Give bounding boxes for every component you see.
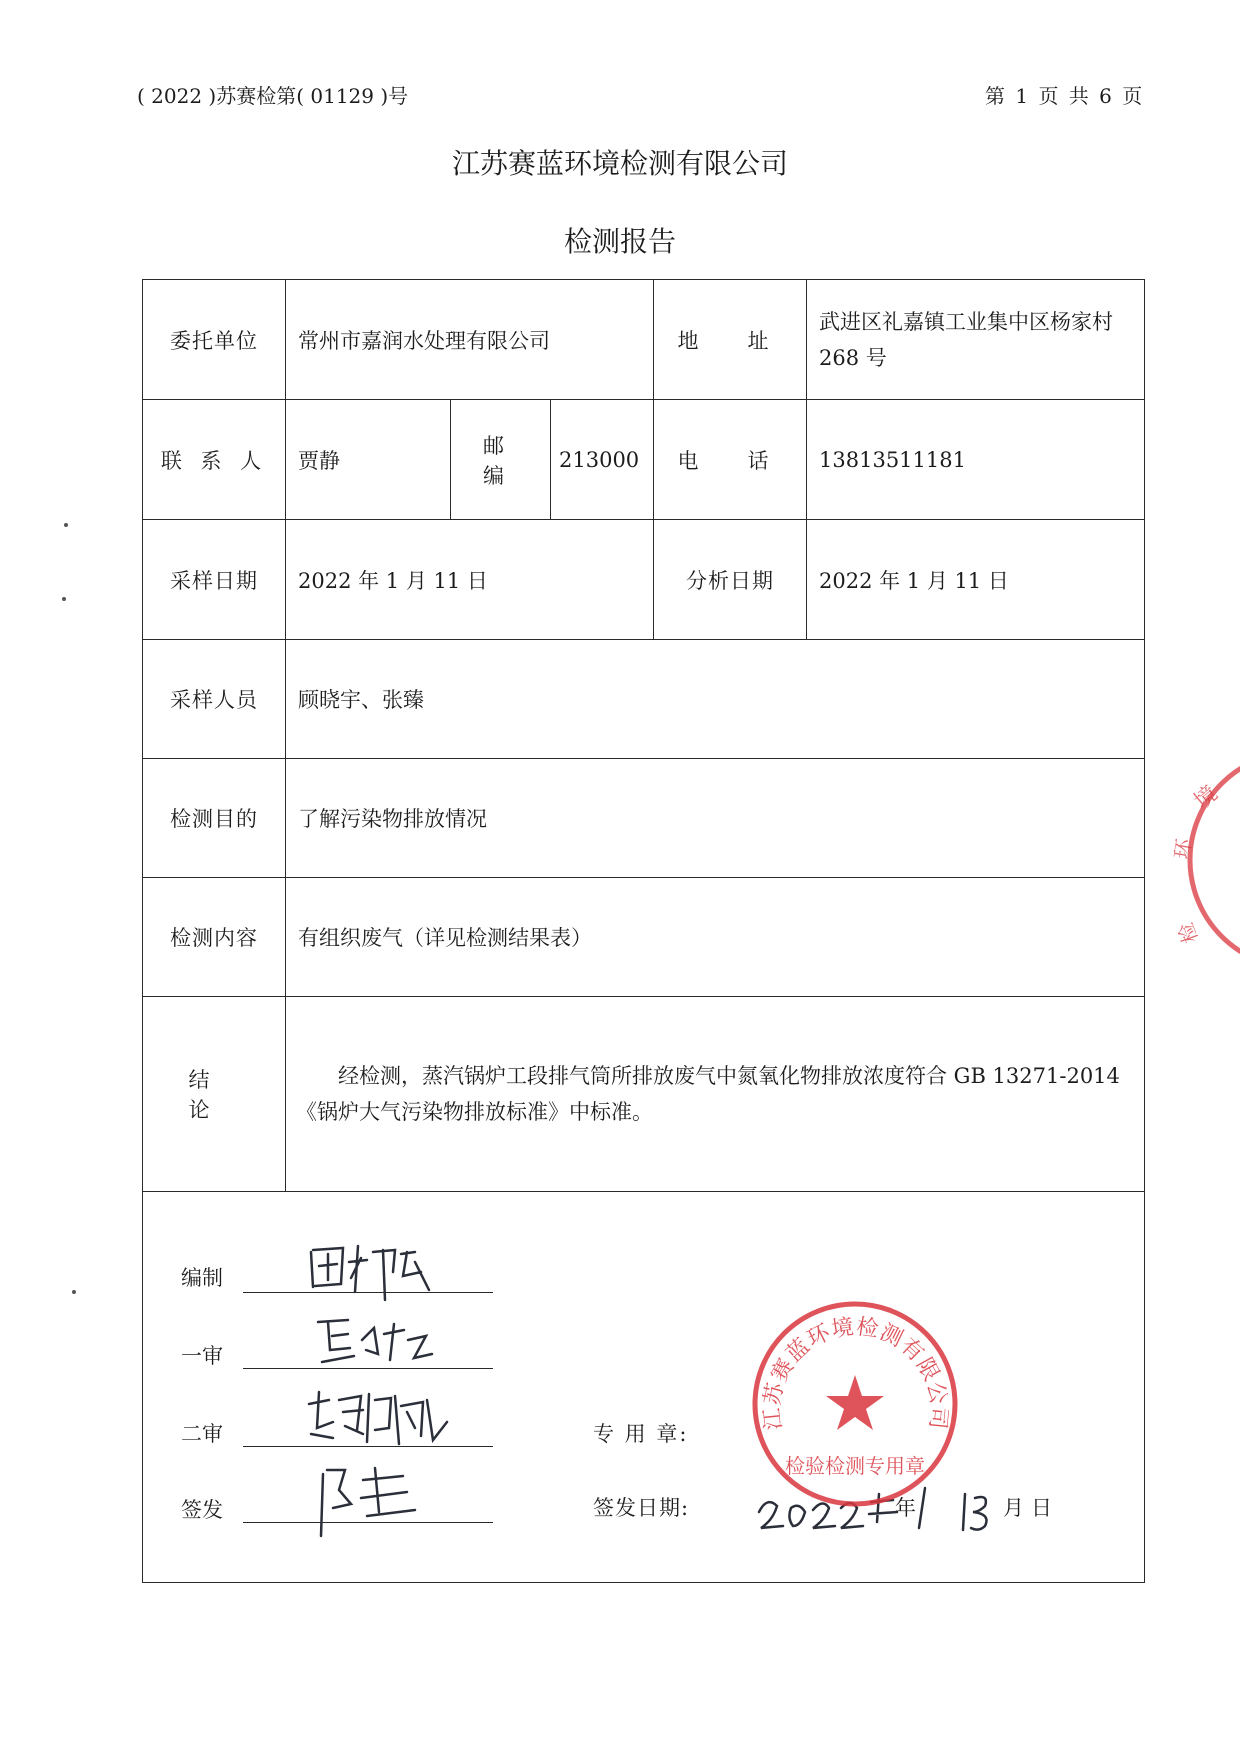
- content-value: 有组织废气（详见检测结果表）: [286, 878, 1145, 997]
- seal-star-icon: [826, 1375, 884, 1430]
- analysis-date-label: 分析日期: [654, 520, 807, 640]
- sampling-date-label: 采样日期: [143, 520, 286, 640]
- contact-row: [143, 400, 1145, 520]
- phone-label: 电 话: [654, 400, 807, 520]
- date-day-glyph: 日: [1031, 1496, 1052, 1520]
- scan-speck: [72, 1290, 76, 1294]
- signature-row: [143, 1192, 1145, 1583]
- content-row: [143, 878, 1145, 997]
- client-value: 常州市嘉润水处理有限公司: [286, 280, 654, 400]
- analysis-date-value: 2022 年 1 月 11 日: [807, 520, 1145, 640]
- purpose-row: [143, 759, 1145, 878]
- date-row: [143, 520, 1145, 640]
- svg-text:检: 检: [1173, 919, 1203, 947]
- svg-text:境: 境: [1189, 781, 1223, 815]
- company-name: 江苏赛蓝环境检测有限公司: [451, 147, 788, 180]
- second-review-signature: [303, 1382, 453, 1462]
- prepared-signature: [303, 1232, 443, 1307]
- scan-speck: [62, 597, 66, 601]
- svg-text:环: 环: [1169, 837, 1197, 861]
- second-review-label: 二审: [181, 1422, 223, 1446]
- issued-label: 签发: [181, 1498, 223, 1522]
- conclusion-value: 经检测，蒸汽锅炉工段排气筒所排放废气中氮氧化物排放浓度符合 GB 13271-2014《锅炉大气污染物排放标准》中标准。: [286, 997, 1145, 1192]
- samplers-row: [143, 640, 1145, 759]
- client-row: [143, 280, 1145, 400]
- side-seal-partial: [1169, 740, 1240, 980]
- issued-signature: [303, 1460, 433, 1540]
- seal-text-top: 江苏赛蓝环境检测有限公司: [759, 1314, 952, 1432]
- issue-date-label: 签发日期:: [593, 1496, 690, 1520]
- purpose-label: 检测目的: [143, 759, 286, 878]
- phone-value: 13813511181: [807, 400, 1145, 520]
- seal-label: 专 用 章:: [593, 1422, 689, 1446]
- page-info: 第 1 页 共 6 页: [985, 84, 1145, 108]
- postcode-label: 邮 编: [451, 400, 551, 520]
- contact-value: 贾静: [286, 400, 451, 520]
- contact-label: 联 系 人: [143, 400, 286, 520]
- address-label: 地 址: [654, 280, 807, 400]
- client-label: 委托单位: [143, 280, 286, 400]
- report-info-table: [142, 279, 1145, 1583]
- document-title: 检测报告: [563, 225, 676, 258]
- date-month-glyph: 月: [1003, 1496, 1024, 1520]
- samplers-label: 采样人员: [143, 640, 286, 759]
- samplers-value: 顾晓宇、张臻: [286, 640, 1145, 759]
- report-number: ( 2022 )苏赛检第( 01129 )号: [137, 84, 409, 108]
- prepared-label: 编制: [181, 1266, 223, 1290]
- scan-speck: [64, 523, 68, 527]
- first-review-signature: [308, 1310, 438, 1375]
- conclusion-label: 结 论: [143, 997, 286, 1192]
- first-review-label: 一审: [181, 1344, 223, 1368]
- content-label: 检测内容: [143, 878, 286, 997]
- signature-area: [143, 1192, 1144, 1582]
- signature-cell: [143, 1192, 1145, 1583]
- date-year-glyph: 年: [895, 1496, 916, 1520]
- address-value: 武进区礼嘉镇工业集中区杨家村 268 号: [807, 280, 1145, 400]
- official-seal: [748, 1297, 963, 1512]
- postcode-value: 213000: [551, 400, 654, 520]
- seal-text-bottom: 检验检测专用章: [785, 1454, 925, 1478]
- conclusion-row: [143, 997, 1145, 1192]
- sampling-date-value: 2022 年 1 月 11 日: [286, 520, 654, 640]
- purpose-value: 了解污染物排放情况: [286, 759, 1145, 878]
